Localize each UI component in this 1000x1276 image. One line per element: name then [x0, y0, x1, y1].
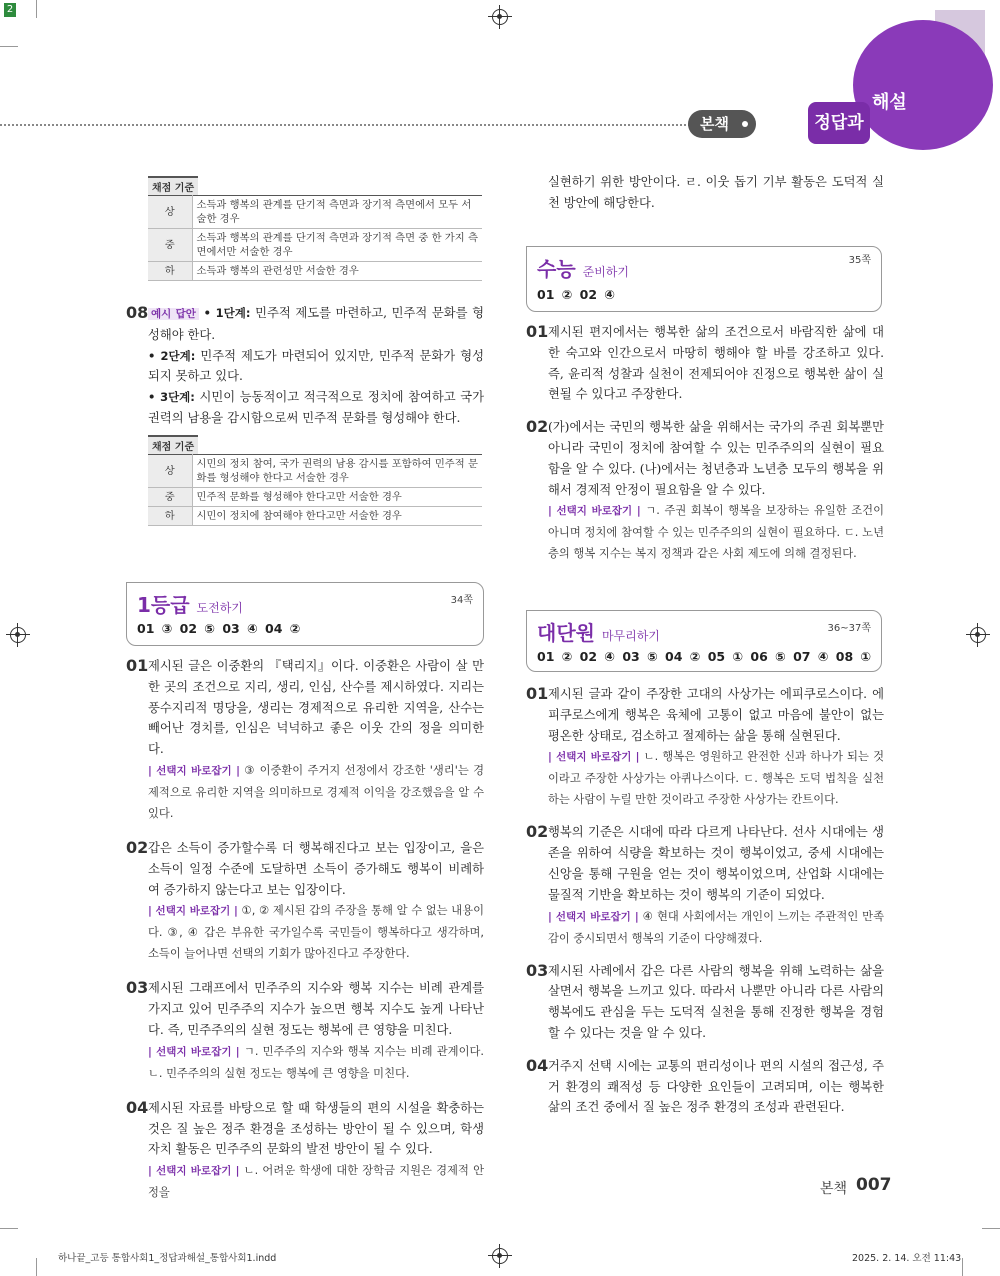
question-text: 제시된 편지에서는 행복한 삶의 조건으로서 바람직한 삶에 대한 숙고와 인간으로서 마땅히 행해야 할 바를 강조하고 있다. 즉, 윤리적 성찰과 실천이 전제되어야 진정으로 행복한 삶이 실현될 수 있다고 주장한다. [548, 325, 884, 402]
corner-title-box: 정답과 [808, 102, 870, 144]
section-title [537, 617, 660, 646]
criteria-table [148, 454, 482, 526]
section-pill [688, 110, 756, 138]
criteria-level: 상 [148, 196, 192, 229]
fix-text: ㄴ. 행복은 영원하고 완전한 신과 하나가 되는 것이라고 주장한 사상가는 아퀴나스이다. ㄷ. 행복은 도덕 법칙을 실천하는 사람이 누릴 만한 것이라고 주장한 사상가는 칸트이다. [548, 750, 884, 807]
criteria-text: 소득과 행복의 관련성만 서술한 경우 [192, 262, 482, 281]
fix-tag: | 선택지 바로잡기 | [548, 505, 641, 518]
crop-mark [36, 1258, 37, 1276]
section-title [537, 253, 629, 282]
page-ref: 36~37쪽 [827, 623, 871, 634]
section-pill-label: 본책 [700, 115, 729, 133]
crop-mark [0, 46, 18, 47]
bullet-icon [742, 121, 748, 127]
question-item [526, 1056, 884, 1118]
question-number: 02 [126, 837, 149, 857]
criteria-text: 시민의 정치 참여, 국가 권력의 남용 감시를 포함하여 민주적 문화를 형성해야 한다고 서술한 경우 [192, 454, 482, 487]
question-text: 제시된 글과 같이 주장한 고대의 사상가는 에피쿠로스이다. 에피쿠로스에게 행복은 육체에 고통이 없고 마음에 불안이 없는 평온한 상태로, 검소하고 절제하는 삶을 통해 실현된다. [548, 687, 884, 743]
crop-mark [982, 1228, 1000, 1229]
fix-text: ④ 현대 사회에서는 개인이 느끼는 주관적인 만족감이 중시되면서 행복의 기준이 다양해졌다. [548, 909, 885, 945]
right-questions-a [526, 322, 884, 564]
table-row [148, 196, 482, 229]
table-row [148, 487, 482, 506]
question-number: 01 [526, 684, 549, 703]
criteria-text: 시민이 정치에 참여해야 한다고만 서술한 경우 [192, 506, 482, 525]
question-text: 갑은 소득이 증가할수록 더 행복해진다고 보는 입장이고, 을은 소득이 일정 수준에 도달하면 소득이 증가해도 행복이 비례하여 증가하지 않는다고 보는 입장이다. [148, 840, 484, 897]
crop-mark [36, 0, 37, 18]
question-text: 제시된 그래프에서 민주주의 지수와 행복 지수는 비례 관계를 가지고 있어 민주주의 지수가 높으면 행복 지수도 높게 나타난다. 즉, 민주주의의 실현 정도는 행복에 큰 영향을 미친다. [148, 981, 484, 1037]
section-title-sub: 준비하기 [582, 265, 629, 279]
page-badge: 2 [4, 3, 16, 17]
fix-text: ③ 이중환이 주거지 선정에서 강조한 '생리'는 경제적으로 유리한 지역을 의미하므로 경제적 이익을 강조했음을 알 수 있다. [148, 763, 484, 820]
answer-list: 01 ② 02 ④ 03 ⑤ 04 ② 05 ① 06 ⑤ 07 ④ 08 ① [537, 649, 872, 664]
registration-mark-icon [492, 9, 508, 25]
print-slug-file: 하나끝_고등 통합사회1_정답과해설_통합사회1.indd [58, 1253, 277, 1264]
corner-title-2: 해설 [872, 92, 907, 113]
fix-tag: | 선택지 바로잡기 | [548, 910, 639, 923]
question-number: 04 [126, 1097, 149, 1117]
question-item [526, 822, 884, 948]
section-title-sub: 마무리하기 [601, 629, 660, 643]
right-column-top [526, 172, 884, 214]
registration-mark-icon [492, 1248, 508, 1264]
section-title-main: 수능 [537, 257, 576, 281]
question-number: 01 [126, 656, 149, 675]
question-item [526, 417, 884, 564]
fix-text: ①, ② 제시된 갑의 주장을 통해 알 수 없는 내용이다. ③, ④ 갑은 부유한 국가일수록 국민들이 행복하다고 생각하며, 소득이 늘어나면 선택의 기회가 많아진다고 주장한다. [148, 904, 484, 961]
left-column [126, 176, 484, 526]
footer-page-number: 007 [856, 1175, 892, 1195]
question-text: (가)에서는 국민의 행복한 삶을 위해서는 국가의 주권 회복뿐만 아니라 국민이 정치에 참여할 수 있는 민주주의의 실현이 필요함을 알 수 있다. (나)에서는 청년층과 노년층 모두의 행복을 위해서 경제적 안정이 필요함을 알 수 있다. [548, 420, 884, 497]
left-questions [126, 656, 484, 1203]
step-text: 시민이 능동적이고 적극적으로 정치에 참여하고 국가권력의 남용을 감시함으로써 민주적 문화를 형성해야 한다. [148, 390, 484, 425]
page-ref: 34쪽 [450, 595, 473, 606]
question-08 [126, 303, 484, 429]
criteria-text: 소득과 행복의 관계를 단기적 측면과 장기적 측면에서 모두 서술한 경우 [192, 196, 482, 229]
question-item [126, 838, 484, 964]
table-row [148, 506, 482, 525]
step-label: • 1단계: [203, 306, 251, 320]
question-number: 02 [526, 417, 549, 437]
criteria-level: 하 [148, 262, 192, 281]
criteria-table [148, 195, 482, 281]
section-title [137, 589, 243, 618]
criteria-level: 중 [148, 487, 192, 506]
question-item [126, 1098, 484, 1203]
section-header-1 [126, 582, 484, 646]
section-header-3 [526, 610, 882, 672]
step-label: • 2단계: [148, 348, 196, 363]
question-item [526, 322, 884, 405]
question-number: 01 [526, 322, 549, 341]
question-text: 행복의 기준은 시대에 따라 다르게 나타난다. 선사 시대에는 생존을 위하여 식량을 확보하는 것이 행복이었고, 중세 시대에는 신앙을 통해 구원을 얻는 것이 행복이었으며, 산업화 시대에는 물질적 기반을 확보하는 것이 행복의 기준이 되었다. [548, 825, 884, 902]
step-text: 민주적 제도가 마련되어 있지만, 민주적 문화가 형성되지 못하고 있다. [148, 348, 484, 384]
fix-text: ㄱ. 주권 회복이 행복을 보장하는 유일한 조건이 아니며 정치에 참여할 수 있는 민주주의의 실현이 필요하다. ㄷ. 노년층의 행복 지수는 복지 정책과 같은 사회 제도에 의해 결정된다. [548, 504, 885, 561]
criteria-label: 채점 기준 [148, 435, 198, 454]
print-slug-date: 2025. 2. 14. 오전 11:43 [852, 1253, 962, 1264]
criteria-text: 민주적 문화를 형성해야 한다고만 서술한 경우 [192, 487, 482, 506]
page-ref: 35쪽 [848, 255, 871, 266]
registration-mark-icon [10, 627, 26, 643]
crop-mark [0, 1228, 18, 1229]
answer-list: 01 ③ 02 ⑤ 03 ④ 04 ② [137, 621, 301, 636]
fix-tag: | 선택지 바로잡기 | [148, 905, 238, 918]
table-row [148, 454, 482, 487]
section-title-sub: 도전하기 [196, 601, 243, 615]
question-number: 03 [526, 960, 549, 980]
question-text: 제시된 사례에서 갑은 다른 사람의 행복을 위해 노력하는 삶을 살면서 행복을 느끼고 있다. 따라서 나뿐만 아니라 다른 사람의 행복에도 관심을 두는 도덕적 실천을 통해 진정한 행복을 경험할 수 있다는 것을 알 수 있다. [548, 963, 884, 1040]
question-item [126, 656, 484, 824]
footer-label: 본책 [820, 1181, 848, 1197]
right-questions-b [526, 684, 884, 1118]
criteria-label: 채점 기준 [148, 176, 198, 195]
model-answer-tag: 예시 답안 [148, 308, 199, 320]
criteria-text: 소득과 행복의 관계를 단기적 측면과 장기적 측면 중 한 가지 측면에서만 서술한 경우 [192, 229, 482, 262]
criteria-level: 중 [148, 229, 192, 262]
criteria-level: 상 [148, 454, 192, 487]
question-item [126, 978, 484, 1083]
continued-text: 실현하기 위한 방안이다. ㄹ. 이웃 돕기 기부 활동은 도덕적 실천 방안에 해당한다. [548, 175, 884, 210]
question-text: 제시된 자료를 바탕으로 할 때 학생들의 편의 시설을 확충하는 것은 질 높은 정주 환경을 조성하는 방안이 될 수 있으며, 학생 자치 활동은 민주주의 문화의 발전 방안이 될 수 있다. [148, 1100, 484, 1157]
question-item [526, 961, 884, 1044]
question-item [526, 684, 884, 810]
question-text: 제시된 글은 이중환의 『택리지』이다. 이중환은 사람이 살 만한 곳의 조건으로 지리, 생리, 인심, 산수를 제시하였다. 지리는 풍수지리적 명당을, 생리는 경제적으로 유리한 지역을, 산수는 빼어난 경치를, 인심은 넉넉하고 좋은 이웃 간의 정을 의미한다. [148, 659, 484, 757]
question-number: 04 [526, 1055, 549, 1075]
answer-list: 01 ② 02 ④ [537, 287, 616, 302]
section-header-2 [526, 246, 882, 312]
registration-mark-icon [970, 627, 986, 643]
table-row [148, 229, 482, 262]
question-number: 02 [526, 822, 549, 842]
header-dotted-rule [0, 124, 690, 126]
step-label: • 3단계: [148, 390, 195, 405]
step-text: 민주적 제도를 마련하고, 민주적 문화를 형성해야 한다. [148, 306, 484, 342]
fix-tag: | 선택지 바로잡기 | [148, 1045, 240, 1058]
criteria-level: 하 [148, 506, 192, 525]
question-text: 거주지 선택 시에는 교통의 편리성이나 편의 시설의 접근성, 주거 환경의 쾌적성 등 다양한 요인들이 고려되며, 이는 행복한 삶의 조건 중에서 질 높은 정주 환경의 조성과 관련된다. [548, 1058, 884, 1115]
fix-tag: | 선택지 바로잡기 | [148, 764, 240, 777]
fix-tag: | 선택지 바로잡기 | [548, 751, 640, 764]
section-title-main: 1등급 [137, 593, 190, 617]
crop-mark [962, 1258, 963, 1276]
table-row [148, 262, 482, 281]
section-title-main: 대단원 [537, 621, 595, 645]
corner-circle [853, 20, 993, 150]
fix-text: ㄱ. 민주주의 지수와 행복 지수는 비례 관계이다. ㄴ. 민주주의의 실현 정도는 행복에 큰 영향을 미친다. [148, 1044, 485, 1080]
question-number: 03 [126, 978, 149, 998]
fix-text: ㄴ. 어려운 학생에 대한 장학금 지원은 경제적 안정을 [148, 1164, 484, 1200]
question-number: 08 [126, 303, 149, 322]
fix-tag: | 선택지 바로잡기 | [148, 1165, 240, 1178]
